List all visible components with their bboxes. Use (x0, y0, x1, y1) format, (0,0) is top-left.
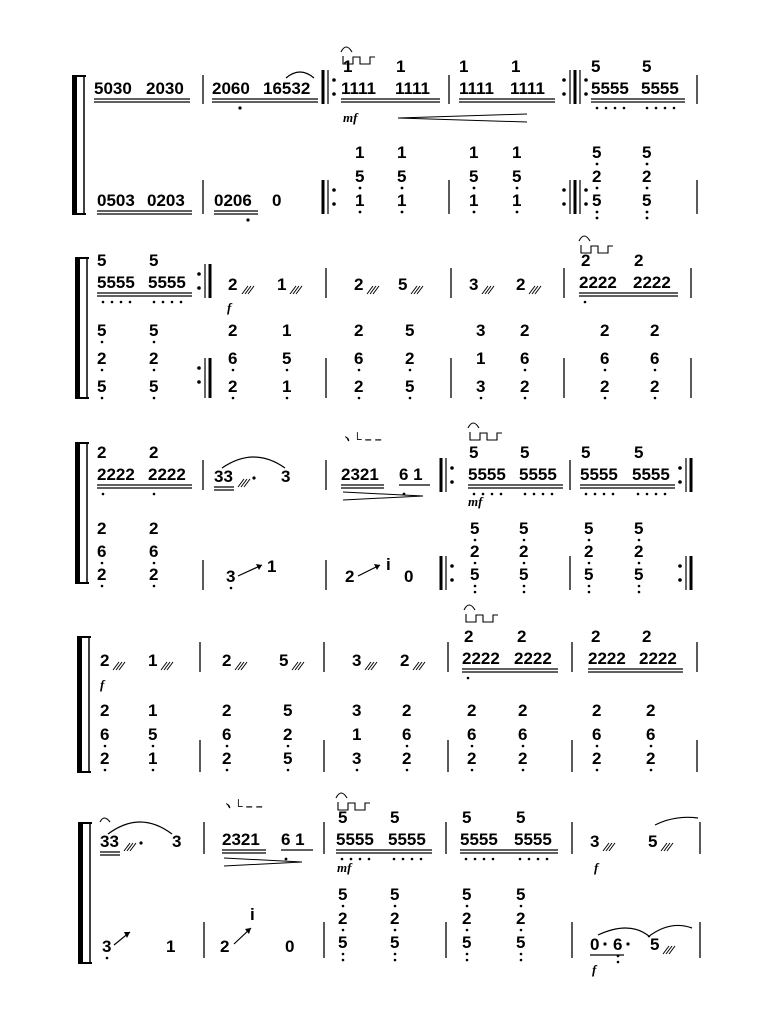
svg-text:5: 5 (97, 377, 107, 396)
repeat-end (197, 264, 210, 298)
repeat-start (441, 458, 454, 492)
svg-text:5: 5 (283, 701, 293, 720)
note: 6 (613, 935, 623, 954)
svg-text:5: 5 (634, 565, 644, 584)
svg-text:2: 2 (646, 749, 656, 768)
svg-text:2: 2 (402, 749, 412, 768)
upper-staff (94, 47, 697, 125)
repeat-start (441, 556, 454, 590)
decrescendo-hairpin (343, 492, 423, 500)
note: 5 (398, 275, 408, 294)
note-group: 2222 (633, 273, 671, 292)
chord (222, 701, 231, 771)
chord (476, 321, 485, 399)
lower-staff (97, 321, 691, 399)
svg-text:2: 2 (97, 443, 107, 462)
svg-text:5: 5 (470, 565, 480, 584)
note-group: 5555 (460, 830, 498, 849)
svg-text:2: 2 (634, 542, 644, 561)
note: 0 (285, 937, 295, 956)
note-group: 0206 (214, 191, 252, 210)
svg-text:5: 5 (470, 519, 480, 538)
svg-text:6: 6 (354, 349, 364, 368)
svg-text:6: 6 (149, 542, 159, 561)
dynamic-mark: mf (337, 860, 352, 875)
svg-text:2: 2 (467, 749, 477, 768)
upper-staff (97, 236, 691, 315)
upper-staff (100, 793, 700, 875)
repeat-end (686, 556, 691, 590)
note-group: 6 1 (399, 465, 423, 484)
chord (520, 321, 529, 399)
note-group: 1111 (510, 79, 546, 98)
svg-text:5: 5 (390, 885, 400, 904)
svg-text:2: 2 (405, 349, 415, 368)
chord (592, 701, 601, 771)
chord (97, 519, 106, 587)
svg-text:2: 2 (592, 167, 602, 186)
note-group: 5555 (468, 465, 506, 484)
svg-text:2: 2 (354, 377, 364, 396)
svg-text:5: 5 (355, 167, 365, 186)
repeat-end (686, 458, 691, 492)
dynamic-mark: f (594, 860, 599, 875)
dynamic-mark: f (100, 677, 105, 692)
svg-text:2: 2 (642, 167, 652, 186)
note: 2 (400, 651, 410, 670)
svg-text:5: 5 (338, 808, 348, 827)
note-group: 2030 (146, 79, 184, 98)
chord (634, 519, 643, 593)
slur (598, 928, 650, 937)
svg-text:2: 2 (470, 542, 480, 561)
chord (283, 701, 292, 771)
note: 3 (352, 651, 362, 670)
svg-text:2: 2 (354, 321, 364, 340)
svg-text:2: 2 (149, 443, 159, 462)
svg-text:3: 3 (352, 749, 362, 768)
svg-text:5: 5 (584, 565, 594, 584)
chord (282, 321, 291, 399)
svg-text:6: 6 (228, 349, 238, 368)
svg-text:2: 2 (634, 251, 644, 270)
svg-text:5: 5 (469, 443, 479, 462)
note: 2 (222, 651, 232, 670)
repeat-start (323, 180, 336, 214)
chord (470, 519, 479, 593)
note-group: 2222 (639, 649, 677, 668)
svg-text:2: 2 (338, 909, 348, 928)
system-bracket (72, 76, 77, 214)
svg-text:1: 1 (511, 57, 521, 76)
chord (519, 519, 528, 593)
svg-text:5: 5 (516, 885, 526, 904)
tremolo-slash (242, 286, 254, 294)
svg-text:6: 6 (646, 725, 656, 744)
svg-text:5: 5 (642, 143, 652, 162)
note-group: 5555 (388, 830, 426, 849)
svg-text:2: 2 (100, 749, 110, 768)
dynamic-mark: f (592, 962, 597, 977)
svg-text:5: 5 (282, 349, 292, 368)
svg-text:6: 6 (592, 725, 602, 744)
svg-text:2: 2 (518, 701, 528, 720)
svg-text:5: 5 (634, 519, 644, 538)
note: 3 (226, 567, 236, 586)
svg-text:2: 2 (283, 725, 293, 744)
svg-text:5: 5 (405, 321, 415, 340)
note: 5 (650, 935, 660, 954)
chord (352, 701, 361, 771)
svg-text:2: 2 (228, 321, 238, 340)
note: 1 (148, 651, 158, 670)
chord (390, 885, 399, 961)
svg-text:6: 6 (222, 725, 232, 744)
note: 2 (516, 275, 526, 294)
svg-text:5: 5 (592, 143, 602, 162)
note-group: 33 (214, 467, 233, 486)
svg-text:3: 3 (476, 321, 486, 340)
note-group: 2321 (341, 465, 379, 484)
svg-text:1: 1 (396, 57, 406, 76)
svg-text:2: 2 (520, 377, 530, 396)
note: i (386, 555, 391, 574)
svg-text:2: 2 (97, 349, 107, 368)
svg-text:1: 1 (355, 191, 365, 210)
svg-text:2: 2 (462, 909, 472, 928)
svg-text:5: 5 (405, 377, 415, 396)
chord (397, 143, 406, 213)
svg-text:5: 5 (592, 191, 602, 210)
svg-text:5: 5 (520, 443, 530, 462)
svg-text:5: 5 (462, 885, 472, 904)
note-group: 0203 (147, 191, 185, 210)
svg-text:2: 2 (520, 321, 530, 340)
svg-text:5: 5 (519, 565, 529, 584)
svg-text:2: 2 (149, 349, 159, 368)
note: 0 (404, 567, 414, 586)
note: 5 (648, 832, 658, 851)
svg-text:2: 2 (592, 749, 602, 768)
svg-text:2: 2 (584, 542, 594, 561)
svg-text:2: 2 (600, 377, 610, 396)
svg-text:5: 5 (516, 933, 526, 952)
chord (97, 321, 106, 399)
svg-text:5: 5 (397, 167, 407, 186)
system-5 (78, 793, 700, 977)
svg-text:5: 5 (634, 443, 644, 462)
svg-text:1: 1 (352, 725, 362, 744)
chord (650, 321, 659, 399)
chord (405, 321, 414, 399)
svg-text:1: 1 (397, 191, 407, 210)
system-1 (72, 47, 697, 222)
note: 2 (345, 567, 355, 586)
svg-text:2: 2 (591, 627, 601, 646)
lower-staff (100, 701, 697, 772)
tie (655, 817, 698, 825)
svg-text:2: 2 (390, 909, 400, 928)
note-group: 5555 (641, 79, 679, 98)
note: 2 (220, 937, 230, 956)
chord (592, 143, 601, 219)
svg-text:5: 5 (584, 519, 594, 538)
chord (462, 885, 471, 961)
dynamic-mark: mf (343, 110, 358, 125)
svg-text:2: 2 (592, 701, 602, 720)
chord (518, 701, 527, 771)
svg-text:5: 5 (149, 251, 159, 270)
svg-text:5: 5 (642, 191, 652, 210)
svg-text:6: 6 (100, 725, 110, 744)
svg-text:ヽ└ – –: ヽ└ – – (341, 432, 382, 446)
note-group: 33 (100, 832, 119, 851)
svg-text:2: 2 (581, 251, 591, 270)
system-4 (77, 605, 697, 772)
svg-text:1: 1 (469, 191, 479, 210)
svg-text:5: 5 (591, 57, 601, 76)
note-group: 2222 (148, 465, 186, 484)
svg-text:1: 1 (476, 349, 486, 368)
note-group: 0503 (97, 191, 135, 210)
svg-text:1: 1 (148, 749, 158, 768)
svg-text:5: 5 (516, 808, 526, 827)
svg-text:2: 2 (646, 701, 656, 720)
upper-staff (97, 423, 691, 509)
svg-text:5: 5 (97, 251, 107, 270)
svg-text:5: 5 (469, 167, 479, 186)
svg-text:5: 5 (149, 321, 159, 340)
crescendo-hairpin (398, 114, 527, 122)
chord (149, 519, 158, 587)
chord (402, 701, 411, 771)
svg-text:2: 2 (650, 377, 660, 396)
svg-text:1: 1 (282, 321, 292, 340)
chord (355, 143, 364, 213)
svg-text:2: 2 (100, 701, 110, 720)
note-group: 5555 (514, 830, 552, 849)
svg-text:5: 5 (519, 519, 529, 538)
note-group: 2222 (97, 465, 135, 484)
chord (100, 701, 109, 771)
chord (600, 321, 609, 399)
note-group: 2222 (514, 649, 552, 668)
note: 3 (469, 275, 479, 294)
note: 3 (281, 467, 291, 486)
lower-staff (102, 885, 700, 977)
slur (286, 72, 314, 78)
note: 2 (354, 275, 364, 294)
svg-text:2: 2 (97, 519, 107, 538)
svg-text:2: 2 (516, 909, 526, 928)
chord (646, 701, 655, 771)
svg-text:1: 1 (512, 143, 522, 162)
note-group: 2222 (462, 649, 500, 668)
svg-text:ヽ└ – –: ヽ└ – – (222, 799, 263, 813)
note: i (250, 905, 255, 924)
svg-text:2: 2 (642, 627, 652, 646)
note-group: 5555 (336, 830, 374, 849)
svg-text:1: 1 (343, 57, 353, 76)
chord (148, 701, 157, 771)
dynamic-mark: f (227, 300, 232, 315)
svg-text:2: 2 (222, 749, 232, 768)
note-group: 5555 (632, 465, 670, 484)
note: 3 (102, 937, 112, 956)
lower-staff (97, 519, 691, 593)
svg-text:1: 1 (397, 143, 407, 162)
svg-text:3: 3 (476, 377, 486, 396)
note-group: 5030 (94, 79, 132, 98)
svg-text:2: 2 (517, 627, 527, 646)
note-group: 5555 (519, 465, 557, 484)
svg-text:1: 1 (148, 701, 158, 720)
svg-text:6: 6 (402, 725, 412, 744)
svg-text:6: 6 (650, 349, 660, 368)
svg-text:1: 1 (355, 143, 365, 162)
chord (467, 701, 476, 771)
note-group: 2321 (222, 830, 260, 849)
svg-text:5: 5 (512, 167, 522, 186)
svg-text:5: 5 (97, 321, 107, 340)
note-group: 1111 (459, 79, 495, 98)
chord (228, 321, 237, 399)
decrescendo-hairpin (224, 858, 302, 866)
note-group: 2222 (588, 649, 626, 668)
svg-text:2: 2 (518, 749, 528, 768)
svg-text:2: 2 (97, 565, 107, 584)
tremolo-mark (466, 614, 498, 622)
note-group: 6 1 (281, 830, 305, 849)
repeat-end-start (562, 180, 588, 214)
svg-text:2: 2 (228, 377, 238, 396)
note: 2 (100, 651, 110, 670)
note-group: 1111 (395, 79, 431, 98)
repeat-end (197, 358, 210, 398)
repeat-start (323, 70, 336, 104)
svg-text:2: 2 (222, 701, 232, 720)
note: 1 (267, 557, 277, 576)
note-group: 2222 (579, 273, 617, 292)
chord (516, 885, 525, 961)
chord (642, 143, 651, 219)
svg-text:6: 6 (600, 349, 610, 368)
repeat-end-start (562, 70, 588, 104)
svg-text:6: 6 (518, 725, 528, 744)
svg-text:5: 5 (642, 57, 652, 76)
svg-text:2: 2 (519, 542, 529, 561)
lower-staff (97, 143, 697, 222)
note-group: 2060 (212, 79, 250, 98)
note: 0 (590, 935, 600, 954)
svg-text:1: 1 (282, 377, 292, 396)
note-group: 5555 (148, 273, 186, 292)
svg-text:6: 6 (467, 725, 477, 744)
svg-text:6: 6 (97, 542, 107, 561)
svg-text:2: 2 (600, 321, 610, 340)
svg-text:5: 5 (148, 725, 158, 744)
svg-text:5: 5 (390, 808, 400, 827)
svg-text:5: 5 (338, 885, 348, 904)
note: 0 (272, 191, 282, 210)
tremolo-mark (470, 432, 502, 440)
svg-text:3: 3 (352, 701, 362, 720)
svg-text:5: 5 (581, 443, 591, 462)
upper-staff (100, 605, 697, 692)
chord (584, 519, 593, 593)
note-group: 5555 (97, 273, 135, 292)
svg-text:5: 5 (462, 933, 472, 952)
svg-text:2: 2 (402, 701, 412, 720)
svg-text:2: 2 (149, 519, 159, 538)
svg-text:2: 2 (149, 565, 159, 584)
svg-text:2: 2 (464, 627, 474, 646)
note: 3 (172, 832, 182, 851)
chord (149, 321, 158, 399)
chord (512, 143, 521, 213)
svg-text:6: 6 (520, 349, 530, 368)
svg-text:1: 1 (459, 57, 469, 76)
note: 3 (590, 832, 600, 851)
system-2 (75, 236, 691, 399)
svg-text:1: 1 (512, 191, 522, 210)
svg-text:5: 5 (149, 377, 159, 396)
svg-text:5: 5 (390, 933, 400, 952)
chord (354, 321, 363, 399)
note-group: 5555 (591, 79, 629, 98)
note-group: 16532 (263, 79, 311, 98)
chord (338, 885, 347, 961)
svg-text:2: 2 (650, 321, 660, 340)
note-group: 5555 (580, 465, 618, 484)
chord (469, 143, 478, 213)
note: 5 (279, 651, 289, 670)
note: 1 (166, 937, 176, 956)
dynamic-mark: mf (468, 494, 483, 509)
note-group: 1111 (341, 79, 377, 98)
svg-text:5: 5 (283, 749, 293, 768)
svg-text:1: 1 (469, 143, 479, 162)
note: 2 (228, 275, 238, 294)
svg-text:5: 5 (462, 808, 472, 827)
note: 1 (277, 275, 287, 294)
system-3 (75, 423, 691, 593)
svg-text:2: 2 (467, 701, 477, 720)
svg-text:5: 5 (338, 933, 348, 952)
